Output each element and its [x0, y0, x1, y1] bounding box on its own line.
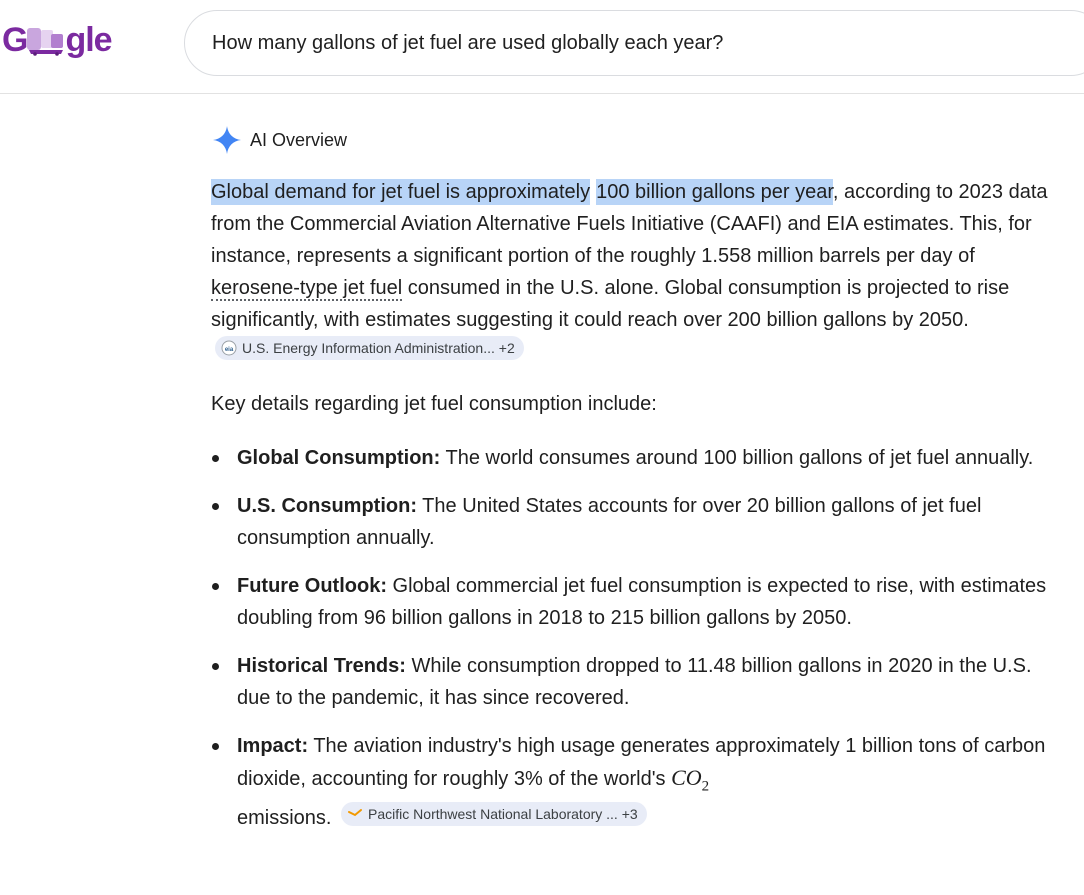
- source-chip-label: Pacific Northwest National Laboratory ... +3: [368, 806, 638, 823]
- search-box[interactable]: [184, 10, 1084, 76]
- list-item-text: Global commercial jet fuel consumption is expected to rise, with estimates doubling from 96 billion gallons in 2018 to 215 billion gallons by 2050.: [237, 575, 1047, 629]
- list-item-text: The aviation industry's high usage generates approximately 1 billion tons of carbon dioxide, accounting for roughly 3% of the world's: [237, 735, 1046, 790]
- list-item-term: U.S. Consumption:: [237, 495, 417, 517]
- details-list: [211, 442, 1056, 834]
- paragraph-text-continued: consumed in the U.S. alone. Global consumption is projected to rise significantly, with estimates suggesting it could reach over 200 billion gallons by 2050.: [211, 277, 1010, 331]
- list-item: [211, 650, 1056, 714]
- google-logo[interactable]: [2, 14, 130, 66]
- co2-formula: [671, 765, 710, 795]
- source-chip-label: U.S. Energy Information Administration... +2: [242, 340, 515, 356]
- ai-overview-section: [211, 120, 1056, 850]
- key-details-intro: Key details regarding jet fuel consumption include:: [211, 393, 657, 415]
- pnnl-source-icon: [347, 806, 363, 822]
- bullet-icon: [212, 503, 219, 510]
- top-bar: [0, 0, 1084, 94]
- ai-overview-title: AI Overview: [250, 129, 348, 150]
- paragraph-text: , according to 2023 data from the Commercial Aviation Alternative Fuels Initiative (CAAFI) and EIA estimates. This, for instance, represents a significant portion of the roughly 1.558 million barrels per day of: [211, 181, 1048, 267]
- list-item-text: The United States accounts for over 20 billion gallons of jet fuel consumption annually.: [237, 495, 982, 549]
- list-item: [211, 490, 1056, 554]
- source-chip-pnnl[interactable]: [341, 802, 647, 826]
- list-item-term: Global Consumption:: [237, 447, 441, 469]
- list-item-text: The world consumes around 100 billion gallons of jet fuel annually.: [440, 447, 1034, 469]
- bullet-icon: [212, 583, 219, 590]
- list-item-term: Impact:: [237, 735, 309, 757]
- eia-source-icon: [221, 340, 237, 356]
- logo-letter: G: [2, 21, 28, 59]
- highlighted-text: Global demand for jet fuel is approximately: [211, 181, 591, 203]
- bullet-icon: [212, 743, 219, 750]
- svg-text:eia: eia: [224, 347, 234, 353]
- list-item: [211, 442, 1056, 474]
- list-item-tail: emissions.: [237, 807, 332, 830]
- doodle-skate-icon: [25, 24, 67, 56]
- formula-base: CO: [671, 765, 702, 790]
- ai-sparkle-icon: [211, 124, 243, 156]
- list-item-term: Historical Trends:: [237, 655, 406, 677]
- overview-paragraph: [211, 176, 1056, 368]
- formula-subscript: 2: [701, 778, 710, 795]
- logo-text: gle: [65, 21, 112, 59]
- search-input[interactable]: [212, 32, 912, 55]
- list-item-term: Future Outlook:: [237, 575, 387, 597]
- kerosene-jet-fuel-link[interactable]: kerosene-type jet fuel: [211, 277, 403, 299]
- list-item-text: While consumption dropped to 11.48 billion gallons in 2020 in the U.S. due to the pandemic, it has since recovered.: [237, 655, 1032, 709]
- list-item: [211, 730, 1056, 834]
- ai-overview-header: [211, 120, 1056, 160]
- bullet-icon: [212, 663, 219, 670]
- bullet-icon: [212, 455, 219, 462]
- source-chip-eia[interactable]: [215, 336, 524, 360]
- highlighted-answer: 100 billion gallons per year: [596, 181, 833, 203]
- list-item: [211, 570, 1056, 634]
